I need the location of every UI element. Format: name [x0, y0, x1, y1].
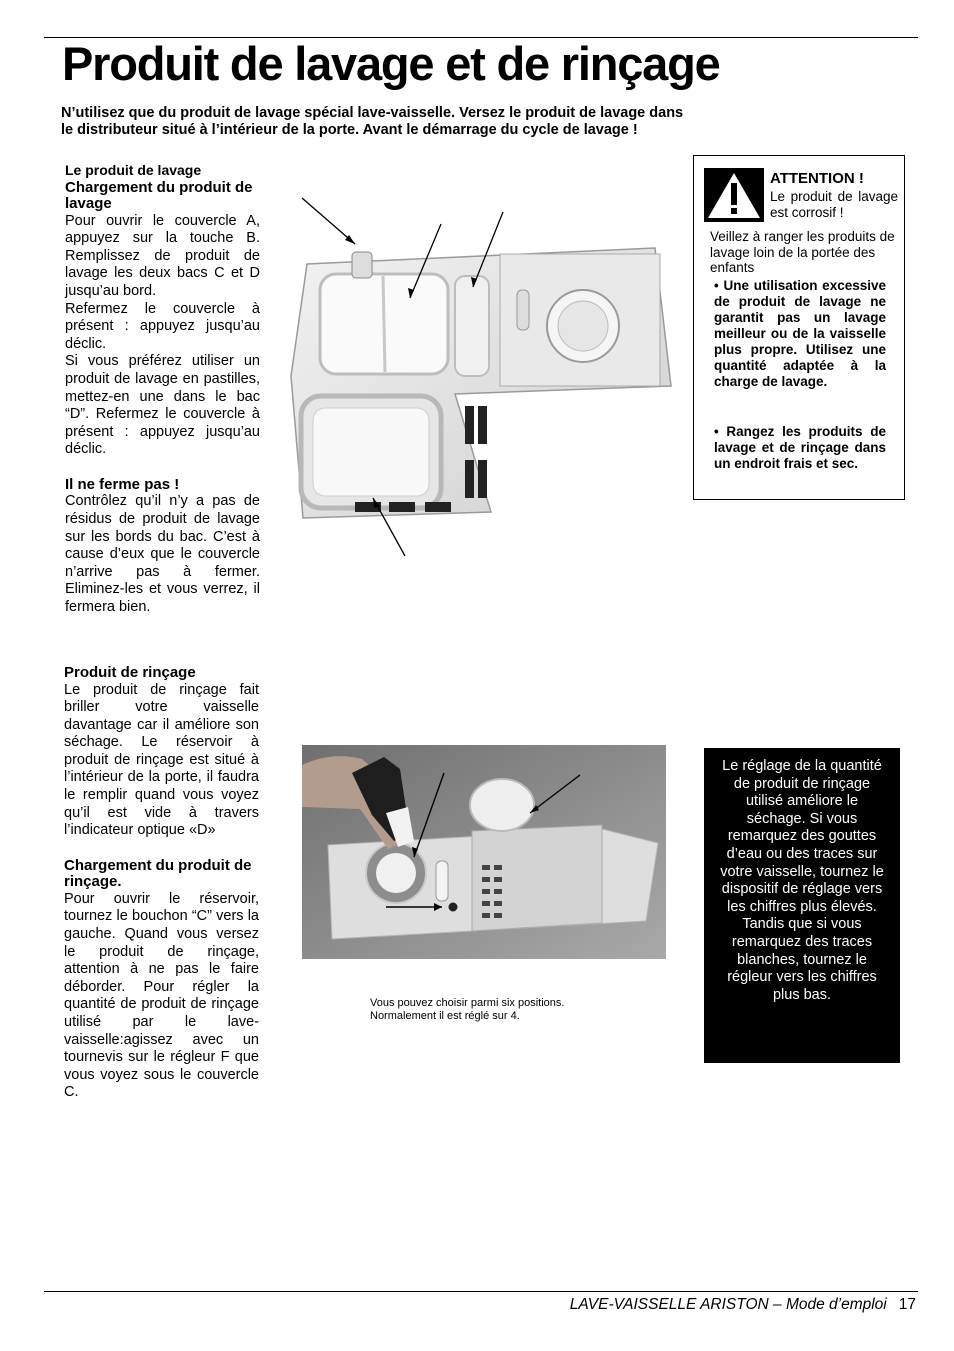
- info-text: Le réglage de la quantité de produit de rinçage utilisé améliore le séchage. Si vous remarquez des gouttes d’eau ou des traces sur votre vaisselle, tournez le dispositif de réglage vers les chiffres plus élevés.: [720, 758, 884, 915]
- warning-icon: [704, 168, 764, 222]
- intro-paragraph: N’utilisez que du produit de lavage spécial lave-vaisselle. Versez le produit de lavage dans le distributeur situé à l’intérieur de la porte. Avant le démarrage du cycle de lavage !: [61, 105, 684, 138]
- page-title: Produit de lavage et de rinçage: [62, 37, 720, 90]
- warning-box: [693, 155, 905, 500]
- footer-title: LAVE-VAISSELLE ARISTON – Mode d’emploi: [569, 1296, 887, 1313]
- caption-line: Vous pouvez choisir parmi six positions.: [370, 997, 565, 1009]
- caption-line: Normalement il est réglé sur 4.: [370, 1010, 520, 1022]
- warning-title: ATTENTION !: [770, 170, 864, 187]
- paragraph: Le produit de rinçage fait briller votre vaisselle davantage car il améliore son séchage. Le réservoir à produit de rinçage est situé à l’intérieur de la porte, il faudra le remplir quand vous voyez qu’il est vide à travers l’indicateur optique «D»: [64, 681, 259, 839]
- paragraph: Si vous préférez utiliser un produit de lavage en pastilles, mettez-en une dans le bac “D”. Refermez le couvercle à présent : appuyez jusqu’au déclic.: [65, 353, 260, 458]
- page-footer: [570, 1296, 916, 1314]
- warning-bullet: • Une utilisation excessive de produit de lavage ne garantit pas un lavage meilleur ou de la vaisselle plus propre. Utilisez une quantité adaptée à la charge de lavage.: [714, 278, 886, 389]
- page-number: 17: [898, 1296, 916, 1313]
- figure-caption: [370, 997, 564, 1023]
- rinse-column: [64, 665, 259, 1102]
- detergent-column: [65, 162, 260, 617]
- warning-bullet: • Rangez les produits de lavage et de rinçage dans un endroit frais et sec.: [714, 424, 886, 471]
- warning-children-text: Veillez à ranger les produits de lavage loin de la portée des enfants: [710, 229, 895, 275]
- detergent-dispenser-illustration: [285, 190, 685, 560]
- paragraph: Pour ouvrir le couvercle A, appuyez sur la touche B. Remplissez de produit de lavage les deux bacs C et D jusqu’au bord.: [65, 212, 260, 299]
- section-heading-rinse-aid: Produit de rinçage: [64, 664, 196, 681]
- info-text: Tandis que si vous remarquez des traces blanches, tournez le régleur vers les chiffres plus bas.: [727, 916, 877, 1003]
- section-heading-loading-detergent: Chargement du produit de lavage: [65, 178, 253, 213]
- paragraph: Contrôlez qu’il n’y a pas de résidus de produit de lavage sur les bords du bac. C’est à cause d’eux que le couvercle n’arrive pas à fermer. Eliminez-les et vous verrez, il fermera bien.: [65, 493, 260, 615]
- section-heading-does-not-close: Il ne ferme pas !: [65, 475, 180, 493]
- section-heading-loading-rinse-aid: Chargement du produit de rinçage.: [64, 856, 252, 891]
- paragraph: Refermez le couvercle à présent : appuyez jusqu’au déclic.: [65, 300, 260, 352]
- paragraph: Pour ouvrir le réservoir, tournez le bouchon “C” vers la gauche. Quand vous versez le produit de rinçage, attention à ne pas le faire déborder. Pour régler la quantité de produit de rinçage utilisé par le lave-vaisselle:agissez avec un tournevis sur le régleur F que vous voyez sous le couvercle C.: [64, 890, 259, 1101]
- warning-corrosive-text: Le produit de lavage est corrosif !: [770, 189, 898, 220]
- rinse-aid-photo: [302, 745, 666, 959]
- sub-label: Le produit de lavage: [65, 162, 202, 178]
- bottom-rule: [44, 1291, 918, 1292]
- rinse-adjust-info-box: [704, 748, 900, 1063]
